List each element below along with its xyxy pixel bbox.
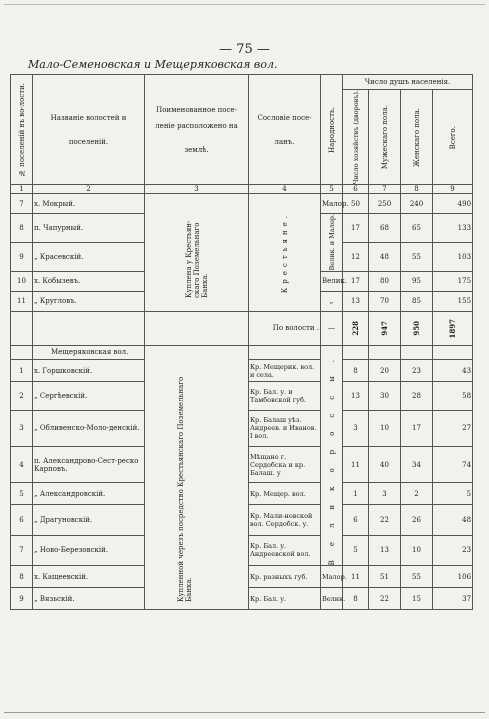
cell-male: 40	[369, 446, 401, 482]
cell-female: 28	[401, 382, 433, 410]
cell-number: 9	[11, 243, 33, 272]
cell-name: „ Обливенско-Моло-денскій.	[33, 410, 145, 446]
colnum: 9	[433, 185, 473, 194]
cell-nationality: Малор.	[321, 194, 343, 214]
cell-households: 17	[343, 214, 369, 243]
cell-estate: Мѣщане г. Сердобска и кр. Балаш. у	[249, 446, 321, 482]
cell-households: 6	[343, 505, 369, 535]
cell-male: 48	[369, 243, 401, 272]
cell-male: 20	[369, 359, 401, 381]
cell-total: 490	[433, 194, 473, 214]
cell-estate: Кр. Бал. у. и Тамбовской губ.	[249, 382, 321, 410]
colnum: 1	[11, 185, 33, 194]
cell-number: 4	[11, 446, 33, 482]
cell-female: 2	[401, 483, 433, 505]
colnum: 6	[343, 185, 369, 194]
cell-households: 50	[343, 194, 369, 214]
header-name: Названіе волостей и поселеній.	[33, 75, 145, 185]
cell-total: 155	[433, 291, 473, 311]
header-number: № поселеній въ во-лости.	[11, 75, 33, 185]
cell-empty	[249, 345, 321, 359]
cell-nationality: „	[321, 291, 343, 311]
colnum: 2	[33, 185, 145, 194]
cell-number: 6	[11, 505, 33, 535]
cell-male: 51	[369, 566, 401, 588]
header-female: Женскаго пола.	[401, 90, 433, 185]
cell-name: п. Александрово-Сест-реско Карповъ.	[33, 446, 145, 482]
cell-total: 133	[433, 214, 473, 243]
settlement-table	[10, 74, 473, 610]
cell-total: 48	[433, 505, 473, 535]
cell-male: 10	[369, 410, 401, 446]
colnum: 8	[401, 185, 433, 194]
cell-households: 1	[343, 483, 369, 505]
cell-male: 22	[369, 505, 401, 535]
cell-nationality: Велик. и Малор.	[321, 214, 343, 271]
cell-total: 23	[433, 535, 473, 565]
cell-empty	[33, 311, 145, 345]
total-female: 950	[401, 311, 433, 345]
total-dash: —	[321, 311, 343, 345]
cell-female: 85	[401, 291, 433, 311]
top-edge-line	[4, 4, 485, 5]
section-heading-row	[11, 345, 473, 359]
cell-female: 34	[401, 446, 433, 482]
cell-number: 7	[11, 535, 33, 565]
cell-estate: Кр. Балаш уѣз. Андреев. и Иванов. I вол.	[249, 410, 321, 446]
cell-number: 10	[11, 271, 33, 291]
cell-nationality: Велик.	[321, 271, 343, 291]
cell-male: 30	[369, 382, 401, 410]
cell-number: 3	[11, 410, 33, 446]
header-male: Мужескаго пола.	[369, 90, 401, 185]
cell-name: „ Красевскій.	[33, 243, 145, 272]
cell-nationality: Велик.	[321, 588, 343, 610]
cell-households: 5	[343, 535, 369, 565]
total-households: 228	[343, 311, 369, 345]
cell-land-a: Куплена у Крестьян-скаго Поземельнаго Банка.	[145, 194, 249, 311]
column-number-row	[11, 185, 473, 194]
cell-female: 15	[401, 588, 433, 610]
cell-name: „ Александровскій.	[33, 483, 145, 505]
cell-total: 43	[433, 359, 473, 381]
cell-male: 70	[369, 291, 401, 311]
cell-households: 11	[343, 446, 369, 482]
cell-households: 8	[343, 588, 369, 610]
cell-name: х. Мокрый.	[33, 194, 145, 214]
cell-female: 17	[401, 410, 433, 446]
cell-empty	[369, 345, 401, 359]
colnum: 7	[369, 185, 401, 194]
section-heading: Мещеряковская вол.	[33, 345, 145, 359]
cell-number: 8	[11, 566, 33, 588]
colnum: 4	[249, 185, 321, 194]
colnum: 5	[321, 185, 343, 194]
cell-male: 13	[369, 535, 401, 565]
cell-female: 55	[401, 243, 433, 272]
cell-total: 175	[433, 271, 473, 291]
cell-female: 23	[401, 359, 433, 381]
cell-households: 8	[343, 359, 369, 381]
header-estate: Сословіе посе- ланъ.	[249, 75, 321, 185]
page-number: — 75 —	[219, 42, 270, 57]
cell-estate: Кр. Бал. у.	[249, 588, 321, 610]
table-row	[11, 194, 473, 214]
cell-number: 8	[11, 214, 33, 243]
total-male: 947	[369, 311, 401, 345]
cell-female: 65	[401, 214, 433, 243]
cell-households: 11	[343, 566, 369, 588]
bottom-edge-line	[4, 712, 485, 713]
cell-estate: Кр. Мещер. вол.	[249, 483, 321, 505]
cell-number: 5	[11, 483, 33, 505]
header-nationality: Народность.	[321, 75, 343, 185]
cell-total: 27	[433, 410, 473, 446]
cell-name: п. Чапурный.	[33, 214, 145, 243]
cell-number: 7	[11, 194, 33, 214]
cell-number: 11	[11, 291, 33, 311]
cell-number: 1	[11, 359, 33, 381]
cell-name: „ Сергѣевскій.	[33, 382, 145, 410]
header-households: Число хозяйствъ (дворовъ).	[343, 90, 369, 185]
cell-empty	[11, 311, 33, 345]
cell-estate: Кр. Мещерик. вол. и села.	[249, 359, 321, 381]
cell-nationality: Малор.	[321, 566, 343, 588]
cell-name: х. Горшковскій.	[33, 359, 145, 381]
header-land: Поименованное посе- леніе расположено на землѣ.	[145, 75, 249, 185]
cell-empty	[11, 345, 33, 359]
cell-total: 58	[433, 382, 473, 410]
cell-households: 17	[343, 271, 369, 291]
cell-male: 80	[369, 271, 401, 291]
cell-estate: Кр. Мали-новской вол. Сердобск. у.	[249, 505, 321, 535]
cell-female: 26	[401, 505, 433, 535]
cell-number: 2	[11, 382, 33, 410]
cell-male: 68	[369, 214, 401, 243]
cell-name: х. Кобызевъ.	[33, 271, 145, 291]
cell-empty	[343, 345, 369, 359]
colnum: 3	[145, 185, 249, 194]
header-total: Всего.	[433, 90, 473, 185]
cell-estate-a: Крестьяне.	[249, 194, 321, 311]
header-row-1	[11, 75, 473, 90]
cell-male: 3	[369, 483, 401, 505]
cell-empty	[401, 345, 433, 359]
cell-female: 95	[401, 271, 433, 291]
cell-male: 22	[369, 588, 401, 610]
cell-name: „ Кругловъ.	[33, 291, 145, 311]
header-population-group: Число душъ населенія.	[343, 75, 473, 90]
cell-households: 3	[343, 410, 369, 446]
cell-name: „ Вязьскій.	[33, 588, 145, 610]
cell-female: 240	[401, 194, 433, 214]
cell-estate: Кр. Бал. у. Андреевской вол.	[249, 535, 321, 565]
cell-name: „ Ново-Березовскій.	[33, 535, 145, 565]
cell-total: 103	[433, 243, 473, 272]
cell-total: 74	[433, 446, 473, 482]
total-all: 1897	[433, 311, 473, 345]
cell-number: 9	[11, 588, 33, 610]
page-title: Мало-Семеновская и Мещеряковская вол.	[28, 58, 278, 71]
cell-name: „ Драгуновскій.	[33, 505, 145, 535]
cell-households: 12	[343, 243, 369, 272]
cell-land-b: Купленной черезъ посредство Крестьянскаго Поземельнаго Банка.	[145, 345, 249, 609]
cell-female: 55	[401, 566, 433, 588]
cell-households: 13	[343, 291, 369, 311]
cell-empty	[145, 311, 249, 345]
cell-total: 37	[433, 588, 473, 610]
cell-name: х. Кащеевскій.	[33, 566, 145, 588]
cell-empty	[433, 345, 473, 359]
cell-male: 250	[369, 194, 401, 214]
cell-total: 106	[433, 566, 473, 588]
cell-households: 13	[343, 382, 369, 410]
total-label: По волости .	[249, 311, 321, 345]
cell-female: 10	[401, 535, 433, 565]
cell-nationality-b: Великороссы.	[321, 345, 343, 565]
total-row	[11, 311, 473, 345]
cell-estate: Кр. разныхъ губ.	[249, 566, 321, 588]
cell-total: 5	[433, 483, 473, 505]
